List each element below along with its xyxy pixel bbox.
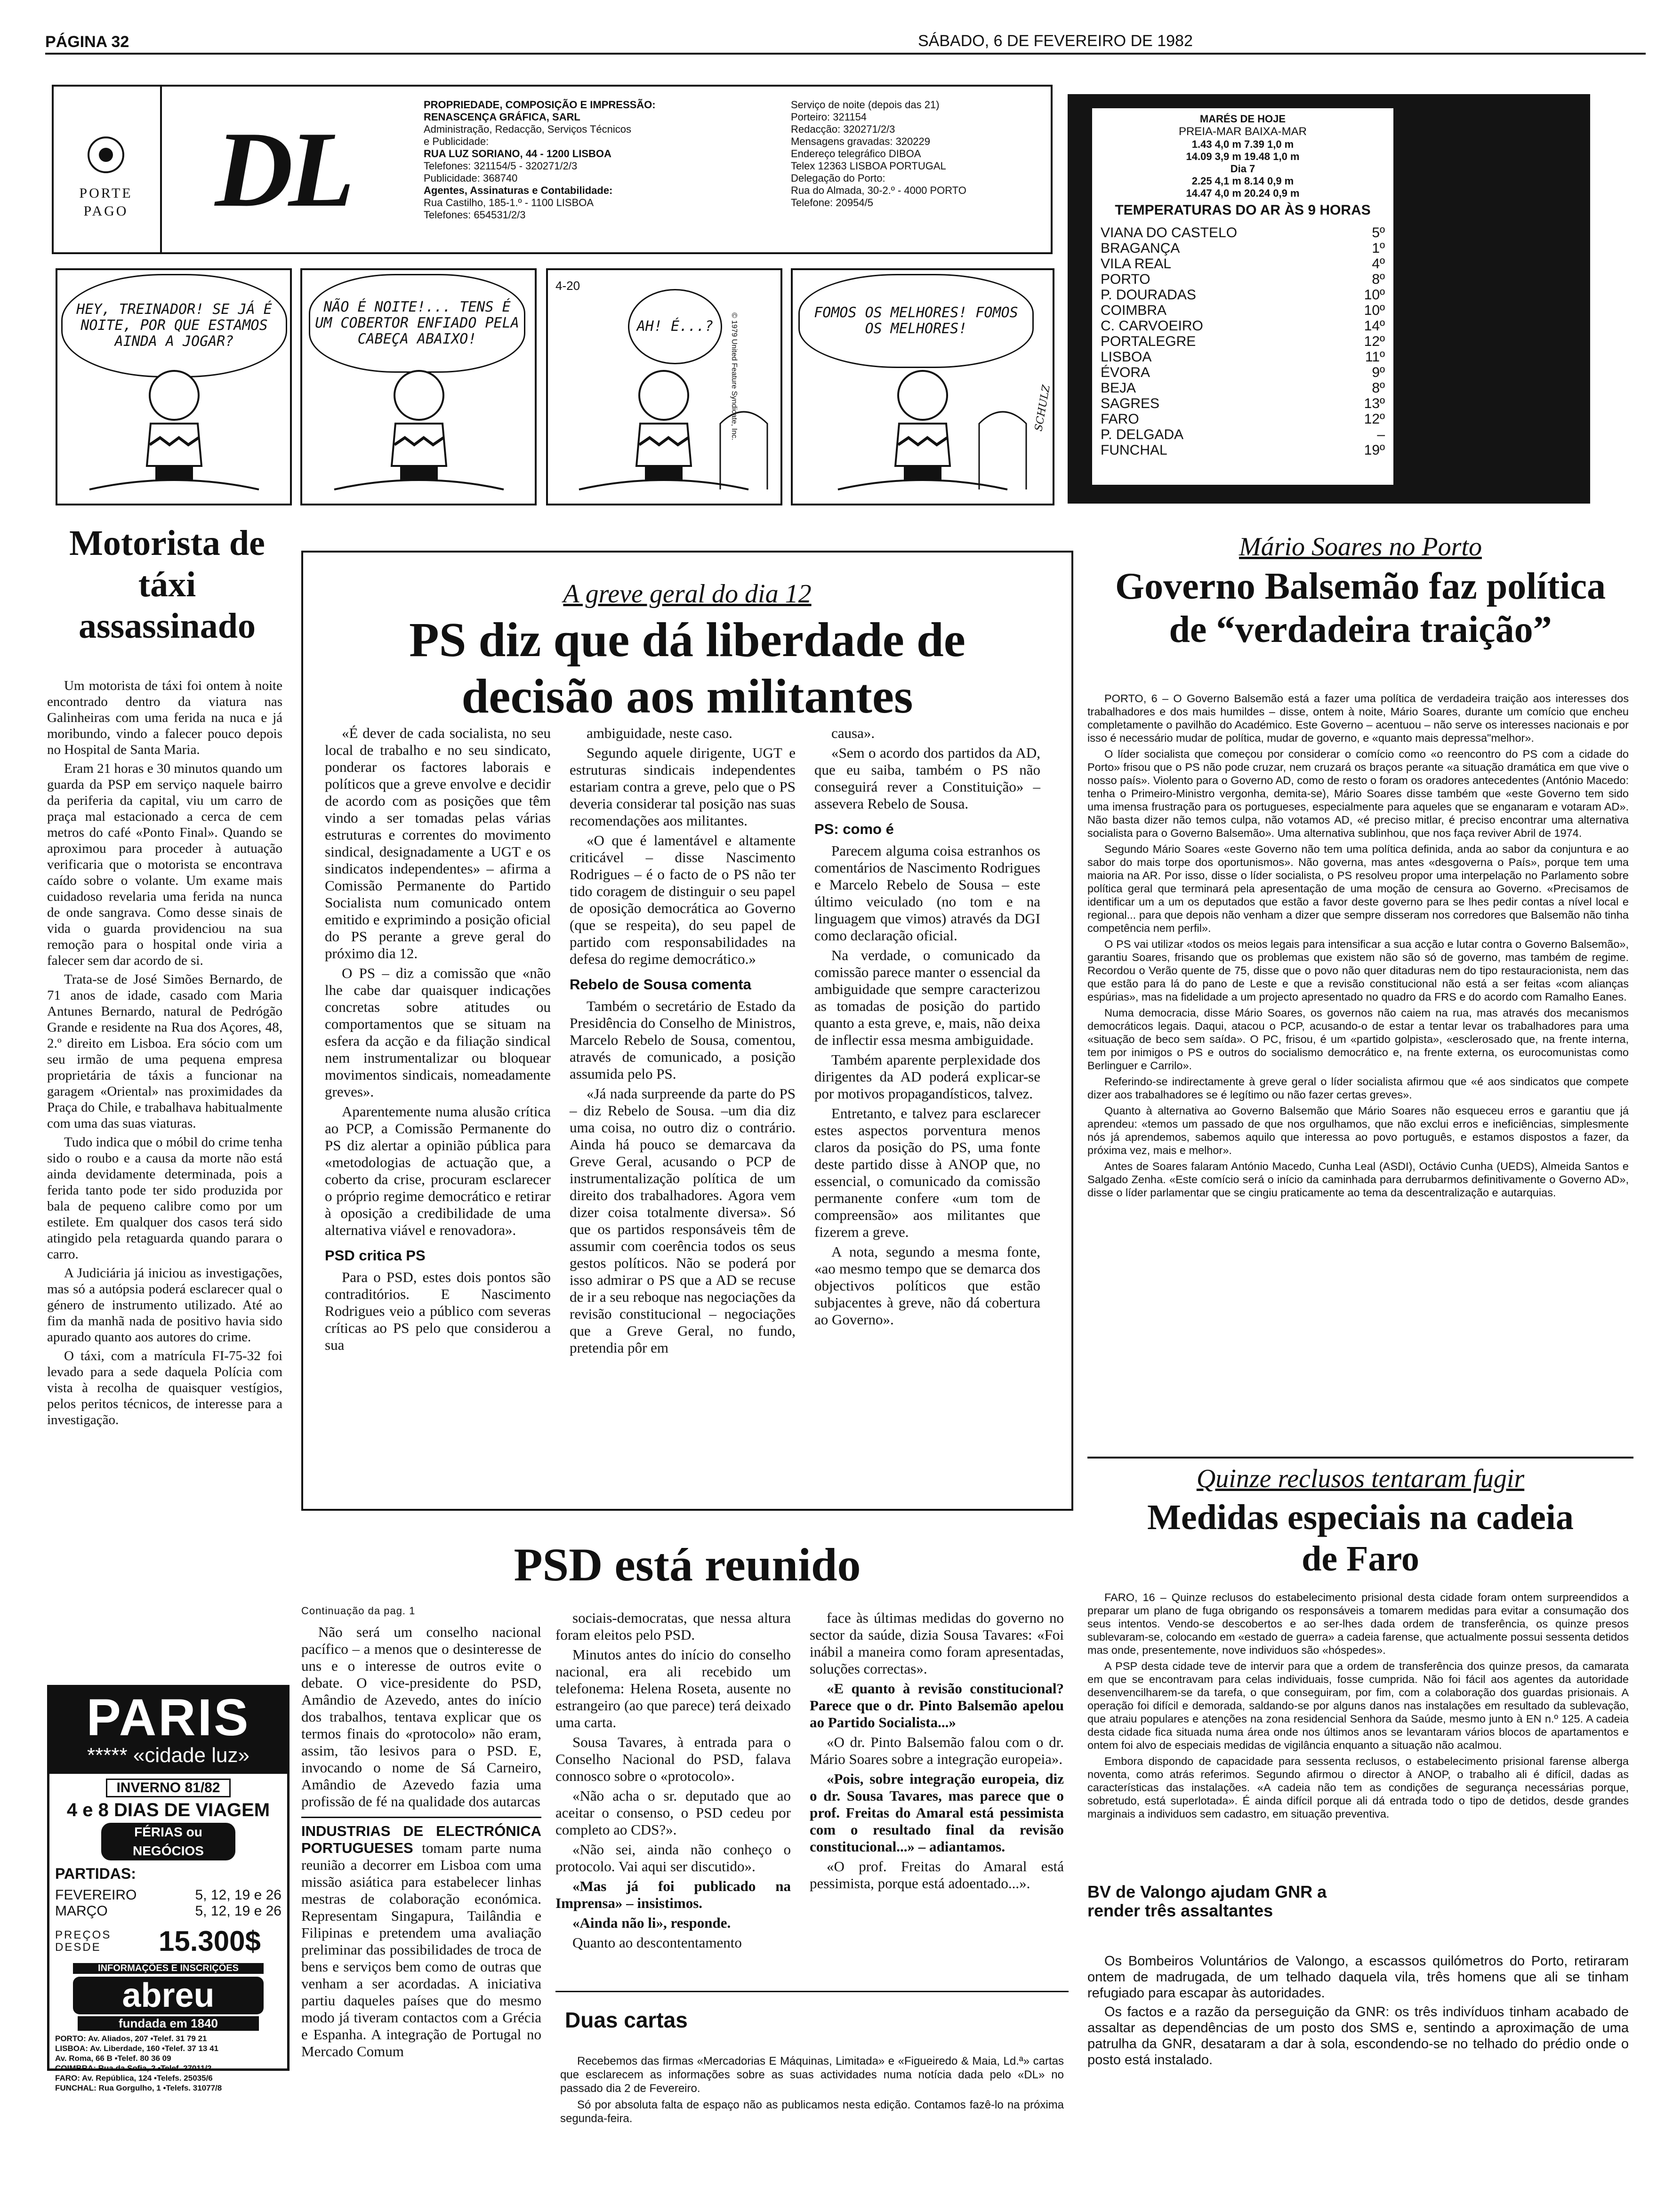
- psd-paragraph: «Ainda não li», responde.: [572, 1915, 731, 1931]
- psd-paragraph: «Não acha o sr. deputado que ao aceitar o consenso, o PSD cedeu por completo ao CDS?».: [555, 1787, 791, 1838]
- greve-paragraph: Também aparente perplexidade dos dirigentes da AD poderá explicar-se por motivos propagandísticos, talvez.: [814, 1051, 1040, 1102]
- temp-city: VIANA DO CASTELO: [1101, 225, 1238, 240]
- page-number: PÁGINA 32: [45, 33, 129, 51]
- page-date: SÁBADO, 6 DE FEVEREIRO DE 1982: [918, 32, 1193, 50]
- paris-holiday: FÉRIAS ou NEGÓCIOS: [101, 1823, 235, 1860]
- greve-paragraph: Parecem alguma coisa estranhos os comentários de Nascimento Rodrigues e Marcelo Rebelo de Sousa – este último veiculado (no tom e na linguagem que vimos) através da DGI como declaração oficial.: [814, 842, 1040, 944]
- temp-city: BRAGANÇA: [1101, 240, 1180, 256]
- paris-subtitle: ***** «cidade luz»: [87, 1744, 249, 1767]
- paris-info: INFORMAÇÕES E INSCRIÇÕES: [73, 1963, 264, 1974]
- faro-headline: Medidas especiais na cadeia de Faro: [1147, 1498, 1574, 1579]
- ownership-line: Agentes, Assinaturas e Contabilidade:: [424, 184, 613, 196]
- faro-kicker: Quinze reclusos tentaram fugir: [1196, 1464, 1525, 1493]
- pitcher-mound: [838, 480, 1007, 489]
- services-line: Endereço telegráfico DIBOA: [791, 148, 921, 160]
- paris-ad: [47, 1685, 290, 2092]
- soares-paragraph: Antes de Soares falaram António Macedo, Cunha Leal (ASDI), Octávio Cunha (UEDS), Almeida Santos e Salgado Zenha. «Este comício será o início da caminhada para derrubarmos definitivamente o Governo AD», disse o líder parlamentar que se cingiu praticamente ao tema da descentralização e autarquias.: [1087, 1160, 1629, 1199]
- temp-city: PORTALEGRE: [1101, 334, 1196, 349]
- psd-paragraph: «O dr. Pinto Balsemão falou com o dr. Mário Soares sobre a integração europeia».: [810, 1734, 1064, 1767]
- temp-value: 12º: [1364, 334, 1385, 349]
- charlie-brown-shirt: [392, 424, 446, 466]
- services-line: Redacção: 320271/2/3: [791, 123, 895, 135]
- soares-paragraph: Quanto à alternativa ao Governo Balsemão que Mário Soares não esqueceu erros e garantiu que já aprendeu: «temos um passado de que nos orgulhamos, que não exclui erros e ineficiências, simplesmente nós já aprendemos, sabemos aquilo que interessa ao povo português, e estamos dispostos a fazer, da próxima vez, mais e melhor».: [1087, 1105, 1629, 1156]
- psd-paragraph: Não será um conselho nacional pacífico – a menos que o desinteresse de uns e o interesse de outros evite o debate. O vice-presidente do PSD, Amândio de Azevedo, antes do início dos trabalhos, tentava explicar que os termos finais do «protocolo» não eram, assim, tão lesivos para o PSD. E, invocando o nome de Sá Carneiro, Amândio de Azevedo fazia uma profissão de fé na qualidade dos autarcas: [301, 1624, 541, 1810]
- greve-paragraph: Aparentemente numa alusão crítica ao PCP, a Comissão Permanente do PS diz alertar a opinião pública para «metodologias de actuação que, a coberto da crise, procuram esclarecer o próprio regime democrático e retirar à oposição a credibilidade de uma alternativa viável e renovadora».: [325, 1103, 551, 1238]
- industrias-block: [301, 1817, 541, 2060]
- psd-col-3: [810, 1610, 1064, 1895]
- faro-paragraph: FARO, 16 – Quinze reclusos do estabelecimento prisional desta cidade foram ontem surpreendidos a preparar um plano de fuga obrigando os responsáveis a tomarem medidas para evitar a consumação dos seus intentos. Vendo-se descobertos e ao ser-lhes dada ordem de transferência, os quinze presos sublevaram-se, colocando em «estado de guerra» a cadeia farense, que actualmente possui sessenta detidos mas onde, presentemente, nove individuos são «hóspedes».: [1087, 1591, 1629, 1656]
- industrias-heading: INDUSTRIAS DE ELECTRÓNICA PORTUGUESES: [301, 1823, 541, 1856]
- tide-line: 2.25 4,1 m 8.14 0,9 m: [1191, 175, 1294, 187]
- greve-kicker: A greve geral do dia 12: [563, 579, 812, 609]
- rebelo-heading: Rebelo de Sousa comenta: [570, 976, 751, 993]
- greve-col-3: [814, 725, 1040, 1331]
- greve-col-2: [570, 725, 796, 1359]
- greve-col-1: [325, 725, 551, 1356]
- soares-body: [1087, 692, 1629, 1202]
- charlie-brown-shorts: [155, 466, 193, 480]
- psd-paragraph: «Pois, sobre integração europeia, diz o dr. Sousa Tavares, mas parece que o prof. Freitas do Amaral está pessimista com o resultado final da revisão constitucional...» – adiantamos.: [810, 1771, 1064, 1855]
- soares-paragraph: O líder socialista que começou por considerar o comício como «o reencontro do PS com a cidade do Porto» frisou que o PS não pode cruzar, nem cruzará os braços perante «a situação dramática em que vive o nosso país». Violento para o Governo AD, como de resto o foram os oradores antecedentes (António Macedo: tenha o Primeiro-Ministro vergonha, demita-se), Mário Soares disse também que «este Governo tem sido uma imensa frustração para os portugueses, especialmente para aqueles que se enganaram e votaram AD». Não basta dizer não temos culpa, não votamos AD, «é preciso mitlar, é preciso encontrar uma alternativa socialista para o Governo Balsemão». Uma alternativa sublinhou, que nos faça reviver Abril de 1974.: [1087, 748, 1629, 839]
- psd-paragraph: sociais-democratas, que nessa altura foram eleitos pelo PSD.: [555, 1610, 791, 1643]
- bv-paragraph: Os Bombeiros Voluntários de Valongo, a escassos quilómetros do Porto, retiraram ontem de madrugada, de um telhado daquela vila, três homens que ali se tinham refugiado para escapar às autoridades.: [1087, 1954, 1629, 2001]
- comic-signature: SCHULZ: [1033, 384, 1053, 433]
- charlie-brown-shorts: [645, 466, 683, 480]
- temp-value: 11º: [1365, 349, 1385, 365]
- taxi-headline: Motorista de táxi assassinado: [69, 523, 265, 646]
- industrias-text: tomam parte numa reunião a decorrer em Lisboa com uma missão asiática para estabelecer linhas mestras de colaboração económica. Representam Singapura, Tailândia e Filipinas e pretendem uma avaliação preliminar das possibilidades de troca de bens e serviços bem como de outras que venham a ser acordadas. A iniciativa partiu daqueles países que do mesmo modo já tiveram contactos com a Grécia e Espanha. A integração de Portugal no Mercado Comum: [301, 1840, 541, 2060]
- tides-title: MARÉS DE HOJE: [1199, 113, 1286, 125]
- taxi-paragraph: Um motorista de táxi foi ontem à noite encontrado dentro da viatura nas Galinheiras com uma ferida na nuca e já moribundo, vindo a falecer pouco depois no Hospital de Santa Maria.: [47, 678, 282, 757]
- soares-paragraph: PORTO, 6 – O Governo Balsemão está a fazer uma política de verdadeira traição aos interesses dos trabalhadores e dos mais humildes – disse, ontem à noite, Mário Soares, durante um comício que encheu completamente o pavilhão do Académico. Este Governo – acentuou – não serve os interesses nacionais e por isso é necessário mudar de política, mudar de governo, e «quanto mais depressa"melhor».: [1087, 692, 1629, 744]
- tombstone: [720, 412, 767, 489]
- greve-paragraph: ambiguidade, neste caso.: [587, 725, 732, 741]
- psd-continuation: Continuação da pag. 1: [301, 1605, 416, 1617]
- paris-ad-header: [49, 1687, 287, 1774]
- temp-value: 1º: [1372, 240, 1385, 256]
- greve-paragraph: causa».: [831, 725, 875, 741]
- temp-city: BEJA: [1101, 380, 1136, 396]
- temp-city: VILA REAL: [1101, 256, 1172, 272]
- soares-kicker: Mário Soares no Porto: [1239, 532, 1482, 561]
- psd-col-1: [301, 1624, 541, 2060]
- psd-paragraph: «O prof. Freitas do Amaral está pessimista, porque está adoentado...».: [810, 1858, 1064, 1891]
- psd-paragraph: Sousa Tavares, à entrada para o Conselho Nacional do PSD, falava connosco sobre o «protocolo».: [555, 1734, 791, 1784]
- psd-critica-heading: PSD critica PS: [325, 1247, 426, 1264]
- ps-como-heading: PS: como é: [814, 821, 894, 837]
- ownership-line: Rua Castilho, 185-1.º - 1100 LISBOA: [424, 197, 594, 208]
- temp-value: –: [1377, 427, 1385, 442]
- cartas-rule: [555, 1991, 1069, 1992]
- ownership-line: RENASCENÇA GRÁFICA, SARL: [424, 111, 580, 123]
- ownership-line: e Publicidade:: [424, 136, 489, 147]
- ownership-line: Telefones: 321154/5 - 320271/2/3: [424, 160, 578, 172]
- tide-line: 14.09 3,9 m 19.48 1,0 m: [1186, 151, 1300, 162]
- charlie-brown-head: [639, 371, 688, 420]
- temp-city: PORTO: [1101, 272, 1150, 287]
- greve-headline: PS diz que dá liberdade de decisão aos militantes: [409, 613, 965, 723]
- taxi-paragraph: Trata-se de José Simões Bernardo, de 71 anos de idade, casado com Maria Antunes Bernardo, natural de Pedrógão Grande e residente na Rua dos Açores, 48, 2.º direito em Lisboa. Era sócio com um seu irmão de uma pequena empresa proprietária de táxis a funcionar na garagem «Oriental» nas proximidades da Praça do Chile, e trabalhava habitualmente com uma das suas viaturas.: [47, 972, 282, 1131]
- charlie-brown-head: [898, 371, 947, 420]
- temp-city: FUNCHAL: [1101, 442, 1167, 458]
- psd-paragraph: «Não sei, ainda não conheço o protocolo. Vai aqui ser discutido».: [555, 1841, 791, 1875]
- pitcher-mound: [579, 480, 748, 489]
- soares-paragraph: Referindo-se indirectamente à greve geral o líder socialista afirmou que «é aos sindicatos que compete dizer aos trabalhadores se é legítimo ou não fazer certas greves».: [1087, 1075, 1629, 1101]
- faro-rule: [1087, 1457, 1633, 1459]
- paris-feb-dates: 5, 12, 19 e 26: [195, 1887, 282, 1903]
- comic-copyright: © 1979 United Feature Syndicate, Inc.: [730, 313, 738, 441]
- paris-address-line: FARO: Av. República, 124 •Telefs. 25035/6: [55, 2074, 213, 2083]
- temp-value: 14º: [1364, 318, 1385, 334]
- pitcher-mound: [334, 480, 504, 489]
- charlie-brown-shirt: [147, 424, 201, 466]
- tombstone: [979, 412, 1026, 489]
- services-line: Porteiro: 321154: [791, 111, 867, 123]
- paris-days: 4 e 8 DIAS DE VIAGEM: [66, 1800, 270, 1820]
- psd-paragraph: «E quanto à revisão constitucional? Parece que o dr. Pinto Balsemão apelou ao Partido Socialista...»: [810, 1680, 1064, 1731]
- cartas-paragraph: Recebemos das firmas «Mercadorias E Máquinas, Limitada» e «Figueiredo & Maia, Ld.ª» cartas que esclarecem as informações sobre as suas actividades numa notícia dada pelo «DL» no passado dia 2 de Fevereiro.: [560, 2055, 1064, 2095]
- porte-pago: PORTE PAGO: [79, 185, 133, 219]
- taxi-paragraph: Eram 21 horas e 30 minutos quando um guarda da PSP em serviço naquele bairro da periferia da capital, viu um carro de praça mal estacionado a cerca de cem metros do café «Ponto Final». Quando se aproximou para proceder à autuação verificaria que o motorista se encontrava caído sobre o volante. Um exame mais cuidadoso revelaria uma ferida na nunca de onde sangrava. Como desse sinais de vida o guarda providenciou na sua remoção para o hospital onde viria a falecer sem dar acordo de si.: [47, 761, 282, 968]
- charlie-brown-shorts: [904, 466, 941, 480]
- temp-value: 5º: [1372, 225, 1385, 240]
- charlie-brown-shorts: [400, 466, 438, 480]
- greve-paragraph: A nota, segundo a mesma fonte, «ao mesmo tempo que se demarca dos objectivos políticos que estão subjacentes à greve, não dá cobertura ao Governo».: [814, 1243, 1040, 1328]
- temp-city: COIMBRA: [1101, 303, 1167, 318]
- charlie-brown-shirt: [895, 424, 950, 466]
- soares-headline: Governo Balsemão faz política de “verdadeira traição”: [1115, 566, 1606, 650]
- tide-line: 14.47 4,0 m 20.24 0,9 m: [1186, 187, 1300, 199]
- psd-headline: PSD está reunido: [514, 1539, 861, 1591]
- temp-value: 4º: [1372, 256, 1385, 272]
- taxi-body: [47, 678, 282, 1431]
- abreu-founded: fundada em 1840: [78, 2016, 259, 2031]
- faro-body: [1087, 1591, 1629, 1823]
- charlie-brown-head: [394, 371, 443, 420]
- temp-city: C. CARVOEIRO: [1101, 318, 1203, 334]
- temp-value: 12º: [1364, 411, 1385, 427]
- bv-heading: BV de Valongo ajudam GNR a render três assaltantes: [1087, 1882, 1327, 1920]
- greve-paragraph: Na verdade, o comunicado da comissão parece manter o essencial da ambiguidade que sempre caracterizou as tomadas de posição do partido quanto a esta greve, e, mais, não deixa de inflectir essa mesma ambiguidade.: [814, 947, 1040, 1048]
- comic-bubble-3: AH! É...?: [628, 289, 722, 364]
- pitcher-mound: [89, 480, 259, 489]
- psd-paragraph: «Mas já foi publicado na Imprensa» – insistimos.: [555, 1878, 791, 1911]
- tide-line: Dia 7: [1230, 163, 1255, 175]
- temp-city: LISBOA: [1101, 349, 1152, 365]
- abreu-logo: abreu: [73, 1977, 264, 2014]
- paris-address-line: COIMBRA: Rua da Sofia, 2 •Telef. 27011/2: [55, 2064, 212, 2073]
- services-line: Telefone: 20954/5: [791, 197, 873, 208]
- paris-addresses: [55, 2034, 282, 2093]
- temp-value: 19º: [1364, 442, 1385, 458]
- paris-address-line: PORTO: Av. Aliados, 207 •Telef. 31 79 21: [55, 2034, 207, 2043]
- services-line: Telex 12363 LISBOA PORTUGAL: [791, 160, 946, 172]
- paris-address-line: Av. Roma, 66 B •Telef. 80 36 09: [55, 2054, 171, 2063]
- comic-drawings: [0, 0, 1657, 518]
- temp-value: 10º: [1364, 303, 1385, 318]
- paris-price-label: PREÇOS DESDE: [55, 1928, 112, 1954]
- comic-bubble-2: NÃO É NOITE!... TENS É UM COBERTOR ENFIADO PELA CABEÇA ABAIXO!: [309, 274, 525, 373]
- dl-logo-text: DL: [215, 109, 350, 229]
- greve-paragraph: Também o secretário de Estado da Presidência do Conselho de Ministros, Marcelo Rebelo de Sousa, comentou, através de comunicado, a posição assumida pelo PS.: [570, 998, 796, 1082]
- greve-paragraph: «O que é lamentável e altamente criticável – disse Nascimento Rodrigues – é o facto de o PS não ter tido coragem de distinguir o seu papel de oposição democrática ao Governo (que se respeita), do seu papel de partido com responsabilidades na defesa do regime democrático.»: [570, 832, 796, 967]
- temps-title: TEMPERATURAS DO AR ÀS 9 HORAS: [1115, 202, 1371, 218]
- paris-title: PARIS: [86, 1689, 250, 1747]
- bv-paragraph: Os factos e a razão da perseguição da GNR: os três indivíduos tinham acabado de assaltar as dependências de um posto dos SMS e, sentindo a aproximação de uma patrulha da GNR, desataram a dar à sola, escondendo-se no telhado do prédio onde o posto está instalado.: [1087, 2004, 1629, 2068]
- paris-feb-label: FEVEREIRO: [55, 1887, 137, 1903]
- greve-paragraph: Para o PSD, estes dois pontos são contraditórios. E Nascimento Rodrigues veio a público com severas críticas ao PS pelo que considerou a sua: [325, 1269, 551, 1353]
- greve-paragraph: «Sem o acordo dos partidos da AD, que eu saiba, também o PS não conseguirá rever a Constituição» – assevera Rebelo de Sousa.: [814, 745, 1040, 812]
- ownership-line: PROPRIEDADE, COMPOSIÇÃO E IMPRESSÃO:: [424, 99, 656, 111]
- ownership-line: Administração, Redacção, Serviços Técnicos: [424, 123, 632, 135]
- temp-value: 10º: [1364, 287, 1385, 303]
- taxi-paragraph: O táxi, com a matrícula FI-75-32 foi levado para a sede daquela Polícia com vista à recolha de quaisquer vestígios, pelos peritos técnicos, de interesse para a investigação.: [47, 1348, 282, 1427]
- faro-paragraph: A PSP desta cidade teve de intervir para que a ordem de transferência dos quinze presos, da camarata em que se encontravam para celas individuais, fosse cumprida. Não foi fácil aos agentes da autoridade desenvencilharem-se da tarefa, o que conseguiram, por fim, com a colaboração dos guardas prisionais. A operação foi difícil e demorada, saldando-se por alguns danos nas instalações em resultado da sublevação, que atraiu populares e atenções na zona residencial Senhora da Saúde, mesmo junto à EN n.º 125. A cadeia desta cidade fica situada numa área onde nos últimos anos se levantaram vários blocos de apartamentos e ontem foi alvo de especiais medidas de vigilância enquanto a situação não acalmou.: [1087, 1660, 1629, 1751]
- paris-address-line: LISBOA: Av. Liberdade, 160 •Telef. 37 13 41: [55, 2044, 219, 2053]
- taxi-paragraph: A Judiciária já iniciou as investigações, mas só a autópsia poderá esclarecer qual o género de instrumento utilizado. Até ao fim da manhã nada de positivo havia sido apurado quanto aos autores do crime.: [47, 1266, 282, 1345]
- soares-paragraph: Numa democracia, disse Mário Soares, os governos não caiem na rua, mas através dos mecanismos democráticos legais. Daqui, atacou o PCP, acusando-o de estar a tentar levar os trabalhadores para uma «situação de beco sem saída». O PC, frisou, é um «partido golpista», «esclerosado que, na frente interna, tem por inimigos o PS e outros do socialismo democrático e, na frente externa, os eurocomunistas como Berlinguer e Carrilo».: [1087, 1007, 1629, 1072]
- services-line: Rua do Almada, 30-2.º - 4000 PORTO: [791, 184, 966, 196]
- temp-value: 8º: [1372, 272, 1385, 287]
- services-line: Mensagens gravadas: 320229: [791, 136, 930, 147]
- paris-price: 15.300$: [159, 1925, 261, 1957]
- comic-date: 4-20: [555, 279, 580, 293]
- comic-bubble-1: HEY, TREINADOR! SE JÁ É NOITE, POR QUE ESTAMOS AINDA A JOGAR?: [61, 274, 287, 377]
- temp-city: P. DOURADAS: [1101, 287, 1196, 303]
- ownership-line: Telefones: 654531/2/3: [424, 209, 526, 221]
- bv-body: [1087, 1953, 1629, 2071]
- temp-value: 13º: [1364, 396, 1385, 411]
- temp-city: FARO: [1101, 411, 1139, 427]
- taxi-paragraph: Tudo indica que o móbil do crime tenha sido o roubo e a causa da morte não está ainda devidamente determinada, pois a ferida tanto pode ter sido produzida por bala de pequeno calibre como por um estilete. Em qualquer dos casos terá sido atingido pela retaguarda quando parara o carro.: [47, 1135, 282, 1262]
- ownership-line: RUA LUZ SORIANO, 44 - 1200 LISBOA: [424, 148, 611, 160]
- charlie-brown-head: [150, 371, 199, 420]
- psd-paragraph: face às últimas medidas do governo no sector da saúde, dizia Sousa Tavares: «Foi inábil a maneira como foram apresentadas, soluções correctas».: [810, 1610, 1064, 1677]
- tides-subtitle: PREIA-MAR BAIXA-MAR: [1178, 125, 1307, 138]
- cartas-heading: Duas cartas: [565, 2008, 688, 2032]
- temp-city: P. DELGADA: [1101, 427, 1184, 442]
- tide-line: 1.43 4,0 m 7.39 1,0 m: [1191, 138, 1294, 150]
- paris-mar-label: MARÇO: [55, 1903, 108, 1919]
- cartas-body: [560, 2054, 1064, 2128]
- ownership-line: Publicidade: 368740: [424, 172, 518, 184]
- paris-departures: PARTIDAS:: [55, 1865, 136, 1882]
- soares-paragraph: Segundo Mário Soares «este Governo não tem uma política definida, anda ao sabor da conjuntura e ao sabor do mais torpe dos oportunismos». Não governa, mas antes «desgoverna o País», porque tem uma maioria na AR. Por isso, disse o líder socialista, o PS resolveu propor uma interpelação no Parlamento sobre política geral que terminará pela apresentação de uma moção de censura ao Governo. «Precisamos de identificar um a um os deputados que estão a favor deste governo para se lhes pedir contas a nível local e regional... para que depois não venham a dizer que sempre disseram nos corredores que Balsemão não tinha competência nem perfil».: [1087, 843, 1629, 934]
- paris-mar-dates: 5, 12, 19 e 26: [195, 1903, 282, 1919]
- psd-paragraph: Quanto ao descontentamento: [572, 1934, 742, 1951]
- temp-value: 9º: [1372, 365, 1385, 380]
- services-line: Serviço de noite (depois das 21): [791, 99, 940, 111]
- temp-city: ÉVORA: [1101, 365, 1150, 380]
- comic-bubble-4: FOMOS OS MELHORES! FOMOS OS MELHORES!: [798, 274, 1034, 368]
- psd-paragraph: Minutos antes do início do conselho nacional, era ali recebido um telefonema: Helena Roseta, ausente no estrangeiro (ao que parece) terá deixado uma carta.: [555, 1646, 791, 1731]
- faro-paragraph: Embora dispondo de capacidade para sessenta reclusos, o estabelecimento prisional farense alberga noventa, como atrás referimos. Segundo afirmou o director à ANOP, o trabalho ali é difícil, dadas as características das instalações. «A cadeia não tem as condições de segurança necessárias porque, sobretudo, está superlotada». É ainda difícil porque ali dá entrada todo o tipo de detidos, desde grandes marginais a individuos sem cadastro, em situação preventiva.: [1087, 1755, 1629, 1820]
- greve-paragraph: O PS – diz a comissão que «não lhe cabe dar quaisquer indicações concretas sobre atitudes ou comportamentos que se situam na esfera da acção e da filiação sindical nem instrumentalizar ou bloquear movimentos sindicais, nomeadamente greves».: [325, 965, 551, 1100]
- services-line: Delegação do Porto:: [791, 172, 885, 184]
- greve-paragraph: Segundo aquele dirigente, UGT e estruturas sindicais independentes estariam contra a greve, pelo que o PS deveria considerar tal posição nas suas recomendações aos militantes.: [570, 745, 796, 829]
- charlie-brown-shirt: [636, 424, 691, 466]
- temp-city: SAGRES: [1101, 396, 1160, 411]
- greve-paragraph: «Já nada surpreende da parte do PS – diz Rebelo de Sousa. –um dia diz uma coisa, no outro diz o contrário. Ainda há pouco se demarcava da Greve Geral, acusando o PCP de instrumentalização política de um direito dos trabalhadores. Agora vem dizer coisa totalmente diversa». Só que os partidos responsáveis têm de assumir com coerência todos os seus gestos políticos. Não se poderá por isso admirar o PS que a AD se recuse de ir a seu reboque nas negociações da revisão constitucional – negociações que a Greve Geral, no fundo, pretendia pôr em: [570, 1085, 796, 1356]
- paris-season: INVERNO 81/82: [106, 1779, 231, 1797]
- greve-paragraph: Entretanto, e talvez para esclarecer estes aspectos porventura menos claros da posição do PS, uma fonte deste partido disse à ANOP que, no essencial, o comunicado da comissão permanente confere «um tom de compreensão» aos militantes que fizerem a greve.: [814, 1105, 1040, 1240]
- greve-paragraph: «É dever de cada socialista, no seu local de trabalho e no seu sindicato, ponderar os factores laborais e políticos que a greve envolve e decidir de acordo com as posições que têm vindo a ser tomadas pelas várias estruturas e correntes do movimento sindical, designadamente a UGT e os sindicatos independentes» – afirma a Comissão Permanente do Partido Socialista num comunicado ontem emitido e exprimindo a posição oficial do PS perante a greve geral do próximo dia 12.: [325, 725, 551, 962]
- cartas-paragraph: Só por absoluta falta de espaço não as publicamos nesta edição. Contamos fazê-lo na próxima segunda-feira.: [560, 2099, 1064, 2125]
- temp-value: 8º: [1372, 380, 1385, 396]
- paris-address-line: FUNCHAL: Rua Gorgulho, 1 •Telefs. 31077/8: [55, 2084, 222, 2092]
- psd-col-2: [555, 1610, 791, 1954]
- soares-paragraph: O PS vai utilizar «todos os meios legais para intensificar a sua acção e lutar contra o Governo Balsemão», garantiu Soares, frisando que os problemas que existem não são só de governo, mas também de regime. Recordou o Verão quente de 75, disse que o povo não quer ditaduras nem do tipo restauracionista, nem das que estão para lá do pano de Leste e que a revisão constitucional não está a ser feitas «com alianças espúrias», mas na fidelidade a um projecto apresentado no quadro da FRS e do acordo com Ramalho Eanes.: [1087, 938, 1629, 1003]
